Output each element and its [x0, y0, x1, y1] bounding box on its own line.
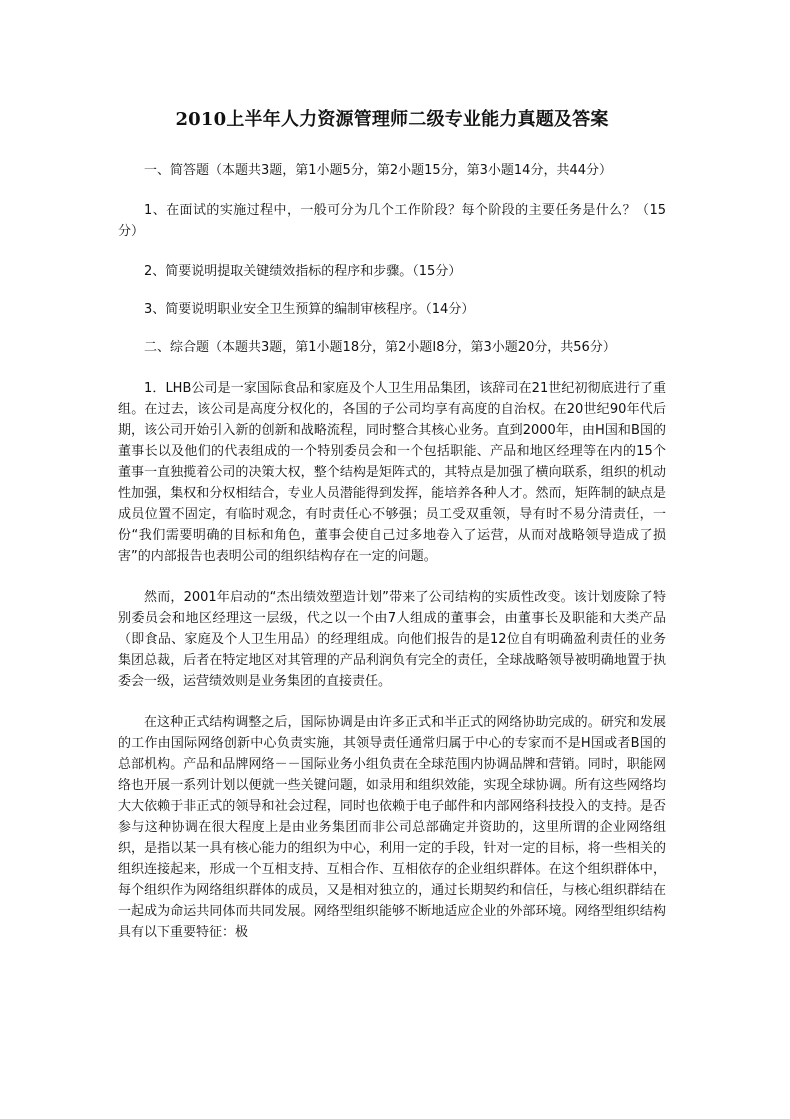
- question-3: 3、简要说明职业安全卫生预算的编制审核程序。（14分）: [144, 302, 475, 317]
- case-paragraph-1: 1．LHB公司是一家国际食品和家庭及个人卫生用品集团，该辞司在21世纪初彻底进行了重组。在过去，该公司是高度分权化的，各国的子公司均享有高度的自治权。在20世纪90年代后期，该公司开始引入新的创新和战略流程，同时整合其核心业务。直到2000年，由H国和B国的董事长以及他们的代表组成的一个特别委员会和一个包括职能、产品和地区经理等在内的15个董事一直独揽着公司的决策大权，整个结构是矩阵式的，其特点是加强了横向联系，组织的机动性加强，集权和分权相结合，专业人员潜能得到发挥，能培养各种人才。然而，矩阵制的缺点是成员位置不固定，有临时观念，有时责任心不够强；员工受双重领，导有时不易分清责任，一份“我们需要明确的目标和角色，董事会使自己过多地卷入了运营，从而对战略领导造成了损害”的内部报告也表明公司的组织结构存在一定的问题。: [118, 381, 666, 564]
- document-page: [118, 100, 666, 943]
- case-paragraph-3: 在这种正式结构调整之后，国际协调是由许多正式和半正式的网络协助完成的。研究和发展的工作由国际网络创新中心负责实施，其领导责任通常归属于中心的专家而不是H国或者B国的总部机构。产品和品牌网络－－国际业务小组负责在全球范围内协调品牌和营销。同时，职能网络也开展一系列计划以便就一些关键问题，如录用和组织效能，实现全球协调。所有这些网络均大大依赖于非正式的领导和社会过程，同时也依赖于电子邮件和内部网络科技投入的支持。是否参与这种协调在很大程度上是由业务集团而非公司总部确定并资助的，这里所谓的企业网络组织，是指以某一具有核心能力的组织为中心，利用一定的手段，针对一定的目标，将一些相关的组织连接起来，形成一个互相支持、互相合作、互相依存的企业组织群体。在这个组织群体中，每个组织作为网络组织群体的成员，又是相对独立的，通过长期契约和信任，与核心组织群结在一起成为命运共同体而共同发展。网络型组织能够不断地适应企业的外部环境。网络型组织结构具有以下重要特征：极: [118, 715, 666, 940]
- section-one-heading: 一、简答题（本题共3题，第1小题5分，第2小题15分，第3小题14分，共44分）: [144, 163, 612, 178]
- question-2: 2、简要说明提取关键绩效指标的程序和步骤。（15分）: [144, 264, 462, 279]
- document-title: 2010上半年人力资源管理师二级专业能力真题及答案: [175, 109, 609, 130]
- question-1: 1、在面试的实施过程中，一般可分为几个工作阶段？每个阶段的主要任务是什么？（15分）: [118, 203, 666, 239]
- case-paragraph-2: 然而，2001年启动的“杰出绩效塑造计划”带来了公司结构的实质性改变。该计划废除了特别委员会和地区经理这一层级，代之以一个由7人组成的董事会，由董事长及职能和大类产品（即食品、家庭及个人卫生用品）的经理组成。向他们报告的是12位自有明确盈利责任的业务集团总裁，后者在特定地区对其管理的产品利润负有完全的责任，全球战略领导被明确地置于执委会一级，运营绩效则是业务集团的直接责任。: [118, 590, 666, 689]
- section-two-heading: 二、综合题（本题共3题，第1小题18分，第2小题I8分，第3小题20分，共56分）: [144, 340, 616, 355]
